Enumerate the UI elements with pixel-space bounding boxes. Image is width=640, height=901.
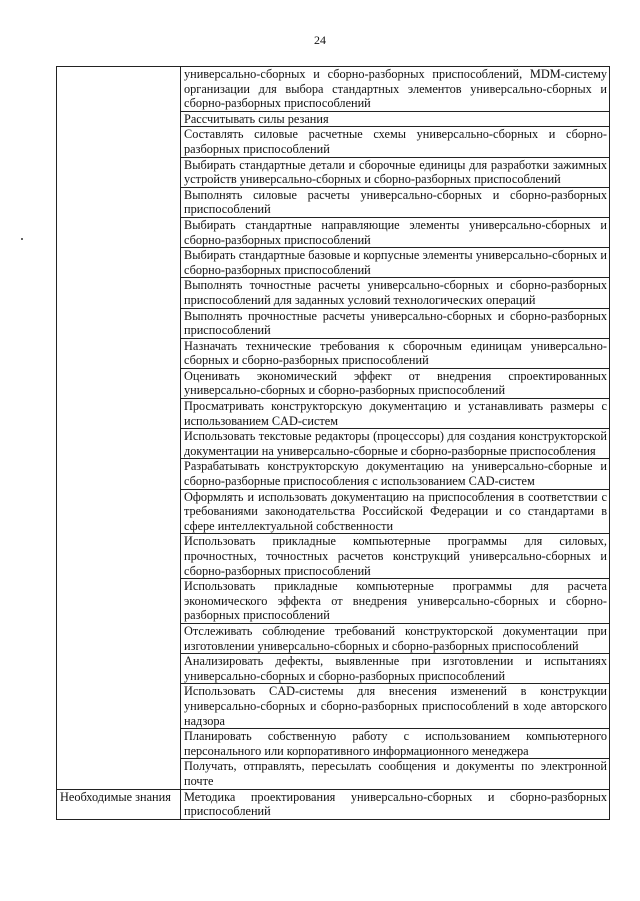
margin-mark <box>21 238 23 240</box>
skill-item: Оформлять и использовать документацию на приспособления в соответствии с требованиями законодательства Российской Федерации и со стандартами в сфере интеллектуальной собственности <box>181 489 610 534</box>
skill-item: Использовать текстовые редакторы (процессоры) для создания конструкторской документации на универсально-сборные и сборно-разборные приспособления <box>181 429 610 459</box>
skill-item: Выбирать стандартные детали и сборочные единицы для разработки зажимных устройств универсально-сборных и сборно-разборных приспособлений <box>181 157 610 187</box>
skill-item: Получать, отправлять, пересылать сообщения и документы по электронной почте <box>181 759 610 789</box>
skill-item: Разрабатывать конструкторскую документацию на универсально-сборные и сборно-разборные приспособления с использованием CAD-систем <box>181 459 610 489</box>
skill-item: Анализировать дефекты, выявленные при изготовлении и испытаниях универсально-сборных и сборно-разборных приспособлений <box>181 654 610 684</box>
skill-item: Рассчитывать силы резания <box>181 111 610 127</box>
knowledge-item: Методика проектирования универсально-сборных и сборно-разборных приспособлений <box>181 789 610 819</box>
knowledge-label-cell: Необходимые знания <box>57 789 181 819</box>
skill-item: Выполнять прочностные расчеты универсально-сборных и сборно-разборных приспособлений <box>181 308 610 338</box>
skill-item: Выбирать стандартные базовые и корпусные элементы универсально-сборных и сборно-разборных приспособлений <box>181 248 610 278</box>
skill-item: Назначать технические требования к сборочным единицам универсально-сборных и сборно-разборных приспособлений <box>181 338 610 368</box>
skills-label-cell <box>57 67 181 790</box>
table-row <box>57 789 610 819</box>
skill-item: Составлять силовые расчетные схемы универсально-сборных и сборно-разборных приспособлений <box>181 127 610 157</box>
skill-item: Планировать собственную работу с использованием компьютерного персонального или корпоративного информационного менеджера <box>181 729 610 759</box>
skill-item: Использовать прикладные компьютерные программы для силовых, прочностных, точностных расчетов конструкций универсально-сборных и сборно-разборных приспособлений <box>181 534 610 579</box>
skill-item: Использовать CAD-системы для внесения изменений в конструкции универсально-сборных и сборно-разборных приспособлений в ходе авторского надзора <box>181 684 610 729</box>
skill-item: Выполнять точностные расчеты универсально-сборных и сборно-разборных приспособлений для заданных условий технологических операций <box>181 278 610 308</box>
requirements-table <box>56 66 610 820</box>
skill-item: Выбирать стандартные направляющие элементы универсально-сборных и сборно-разборных приспособлений <box>181 217 610 247</box>
page-number: 24 <box>314 33 326 47</box>
skill-item: Отслеживать соблюдение требований конструкторской документации при изготовлении универсально-сборных и сборно-разборных приспособлений <box>181 623 610 653</box>
skill-item: Просматривать конструкторскую документацию и устанавливать размеры с использованием CAD-систем <box>181 399 610 429</box>
skill-item: Использовать прикладные компьютерные программы для расчета экономического эффекта от внедрения универсально-сборных и сборно-разборных приспособлений <box>181 579 610 624</box>
table-row <box>57 67 610 112</box>
skill-item: универсально-сборных и сборно-разборных приспособлений, MDM-систему организации для выбора стандартных элементов универсально-сборных и сборно-разборных приспособлений <box>181 67 610 112</box>
skill-item: Выполнять силовые расчеты универсально-сборных и сборно-разборных приспособлений <box>181 187 610 217</box>
skill-item: Оценивать экономический эффект от внедрения спроектированных универсально-сборных и сборно-разборных приспособлений <box>181 368 610 398</box>
